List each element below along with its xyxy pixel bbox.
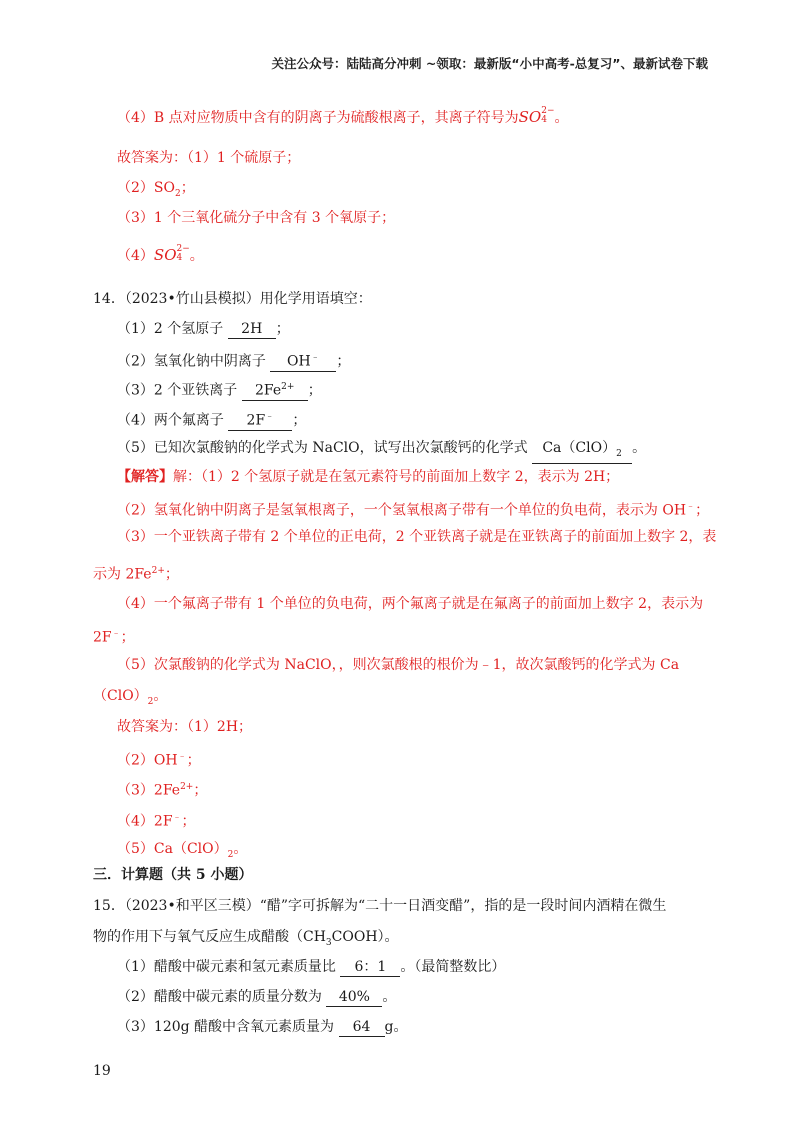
q14-final-4: （4）2F﹣； xyxy=(117,813,196,830)
q14-part4: （4）两个氟离子 2F﹣ ； xyxy=(117,408,306,431)
prev-answer-label: 故答案为：（1）1 个硫原子； xyxy=(117,150,301,166)
solution-label: 【解答】 xyxy=(117,469,173,485)
q15-part3: （3）120g 醋酸中含氧元素质量为 64 g。 xyxy=(117,1019,408,1035)
prev-q4-line: （4）B 点对应物质中含有的阴离子为硫酸根离子，其离子符号为SO 2− 4 。 xyxy=(117,106,569,126)
q14-answer-label: 故答案为：（1）2H； xyxy=(117,719,253,735)
q15-part2: （2）醋酸中碳元素的质量分数为 40% 。 xyxy=(117,989,397,1005)
q14-solution-5: （5）次氯酸钠的化学式为 NaClO，，则次氯酸根的根价为﹣1，故次氯酸钙的化学式为 Ca xyxy=(117,657,680,673)
q15-part1: （1）醋酸中碳元素和氢元素质量比 6：1 。（最简整数比） xyxy=(117,959,506,975)
q14-solution-3b: 示为 $2Fe^{2+}$； xyxy=(93,566,179,583)
q14-part2: （2）氢氧化钠中阴离子 OH﹣ ； xyxy=(117,349,350,372)
q15-stem-line1: 15．（2023•和平区三模）“醋”字可拆解为“二十一日酒变醋”，指的是一段时间内酒精在微生 xyxy=(93,898,667,914)
q15-answer-3: 64 xyxy=(339,1018,385,1037)
q14-final-3: $(3)2Fe^{2+}$； xyxy=(117,782,208,799)
q14-part3: （3）2 个亚铁离子 $2Fe^{2+}$ ； xyxy=(117,378,322,401)
prev-answer-3: （3）1 个三氧化硫分子中含有 3 个氧原子； xyxy=(117,210,396,226)
q14-final-2: （2）OH﹣； xyxy=(117,752,201,769)
q14-solution-4: （4）一个氟离子带有 1 个单位的负电荷，两个氟离子就是在氟离子的前面加上数字 2，表示为 xyxy=(117,596,704,612)
q15-stem-line2: 物的作用下与氧气反应生成醋酸$(CH_3COOH)$。 xyxy=(93,929,399,948)
q14-solution-3: （3）一个亚铁离子带有 2 个单位的正电荷，2 个亚铁离子就是在亚铁离子的前面加上数字 2，表 xyxy=(117,529,717,545)
q14-solution-4b: 2F﹣； xyxy=(93,629,135,646)
q14-final-5: $(5)Ca(ClO)_2$。 xyxy=(117,841,248,860)
q15-answer-2: 40% xyxy=(326,988,382,1007)
q14-answer-1: 2H xyxy=(228,320,276,339)
page-number: 19 xyxy=(93,1063,111,1079)
section-heading: 三．计算题（共 5 小题） xyxy=(93,867,253,883)
q14-part5: （5）已知次氯酸钠的化学式为 NaClO，试写出次氯酸钙的化学式 $Ca(ClO)_2$ 。 xyxy=(117,438,646,464)
q15-answer-1: 6：1 xyxy=(340,958,400,977)
q14-solution-5b: $(ClO)_2$。 xyxy=(93,688,168,707)
q14-answer-2: OH﹣ xyxy=(270,349,336,372)
q14-solution-2: （2）氢氧化钠中阴离子是氢氧根离子，一个氢氧根离子带有一个单位的负电荷，表示为 OH﹣； xyxy=(117,502,710,519)
prev-answer-2: $(2)SO_2$； xyxy=(117,180,195,199)
q14-answer-5: $Ca(ClO)_2$ xyxy=(532,439,632,464)
page-header: 关注公众号：陆陆高分冲刺 ~领取：最新版“小中高考-总复习”、最新试卷下载 xyxy=(271,56,708,71)
q14-answer-4: 2F﹣ xyxy=(228,408,292,431)
q14-stem: 14．（2023•竹山县模拟）用化学用语填空： xyxy=(93,291,372,307)
q14-solution-1: 【解答】解：（1）2 个氢原子就是在氢元素符号的前面加上数字 2，表示为 2H； xyxy=(117,469,620,485)
q14-part1: （1）2 个氢原子 2H ； xyxy=(117,321,290,337)
sulfate-ion: SO xyxy=(518,108,542,126)
prev-answer-4: （4）SO 2− 4 。 xyxy=(117,244,204,264)
q14-answer-3: $2Fe^{2+}$ xyxy=(242,378,308,401)
